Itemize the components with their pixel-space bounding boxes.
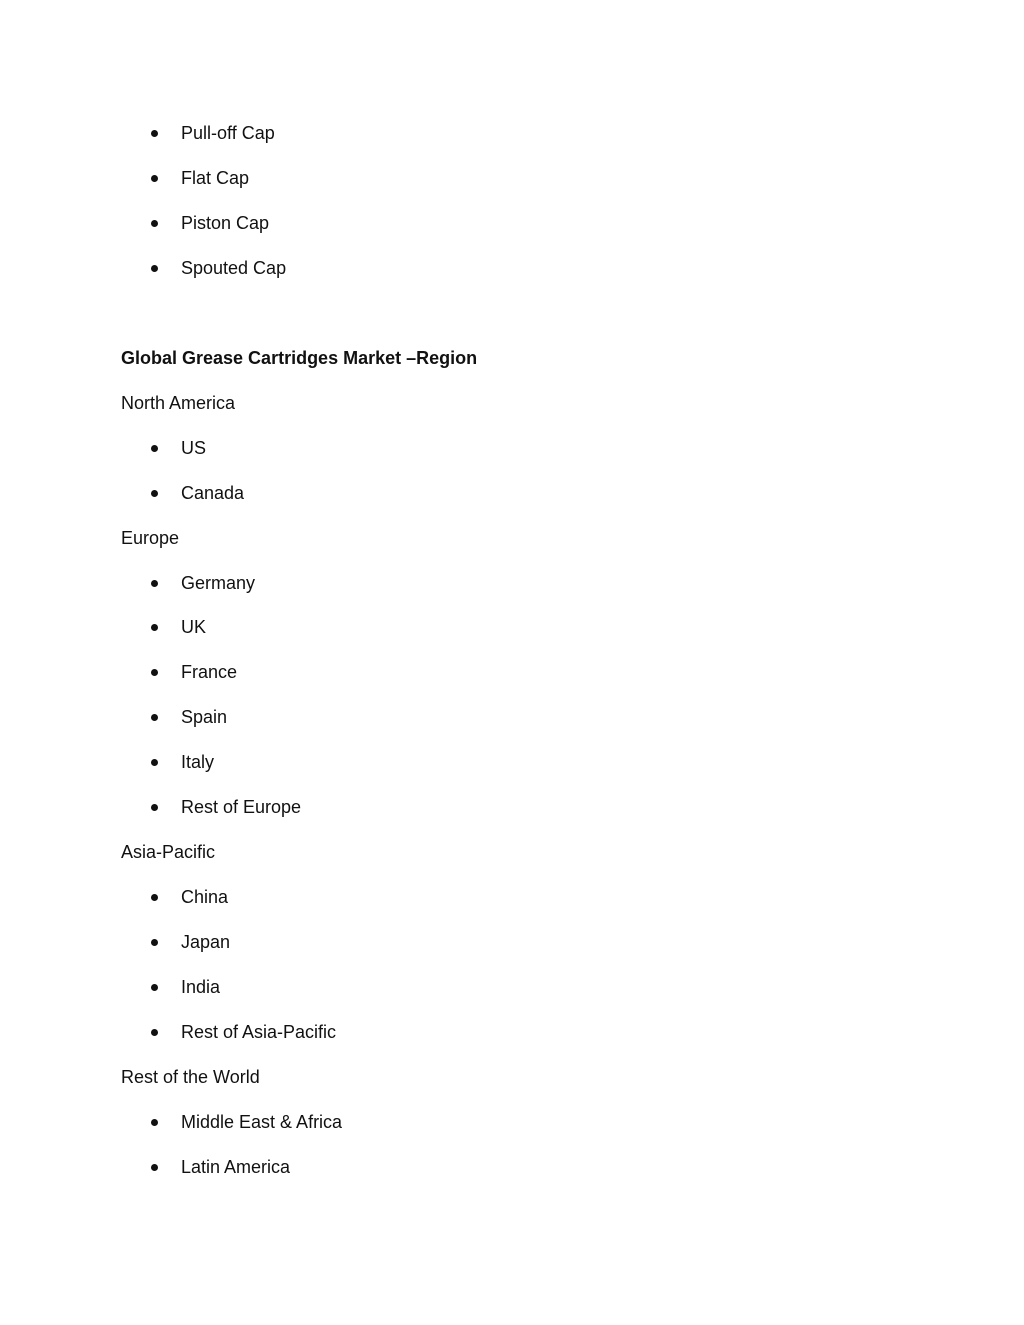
section-heading: Global Grease Cartridges Market –Region	[121, 348, 478, 368]
bullet-icon	[151, 1119, 158, 1126]
region-label-asia-pacific: Asia-Pacific	[121, 842, 216, 862]
bullet-icon	[151, 265, 158, 272]
bullet-icon	[151, 130, 158, 137]
list-item-label: Pull-off Cap	[181, 123, 275, 143]
bullet-icon	[151, 1164, 158, 1171]
bullet-icon	[151, 714, 158, 721]
list-item-label: France	[181, 662, 238, 682]
list-item-label: Canada	[181, 483, 245, 503]
region-label-north-america: North America	[121, 393, 236, 413]
bullet-icon	[151, 939, 158, 946]
bullet-icon	[151, 490, 158, 497]
bullet-icon	[151, 804, 158, 811]
region-label-europe: Europe	[121, 528, 180, 548]
bullet-icon	[151, 1029, 158, 1036]
bullet-icon	[151, 894, 158, 901]
bullet-icon	[151, 759, 158, 766]
bullet-icon	[151, 624, 158, 631]
list-item-label: India	[181, 977, 221, 997]
list-item-label: Middle East & Africa	[181, 1112, 343, 1132]
bullet-icon	[151, 445, 158, 452]
list-item-label: Piston Cap	[181, 213, 270, 233]
list-item-label: Spouted Cap	[181, 258, 287, 278]
region-label-rest-of-world: Rest of the World	[121, 1067, 260, 1087]
bullet-icon	[151, 580, 158, 587]
list-item-label: Rest of Asia-Pacific	[181, 1022, 337, 1042]
bullet-icon	[151, 175, 158, 182]
list-item-label: Japan	[181, 932, 231, 952]
list-item-label: UK	[181, 617, 207, 637]
list-item-label: Rest of Europe	[181, 797, 302, 817]
list-item-label: Flat Cap	[181, 168, 250, 188]
bullet-icon	[151, 220, 158, 227]
list-item-label: Germany	[181, 573, 256, 593]
list-item-label: China	[181, 887, 229, 907]
list-item-label: US	[181, 438, 207, 458]
list-item-label: Italy	[181, 752, 215, 772]
list-item-label: Latin America	[181, 1157, 291, 1177]
bullet-icon	[151, 984, 158, 991]
list-item-label: Spain	[181, 707, 228, 727]
bullet-icon	[151, 669, 158, 676]
